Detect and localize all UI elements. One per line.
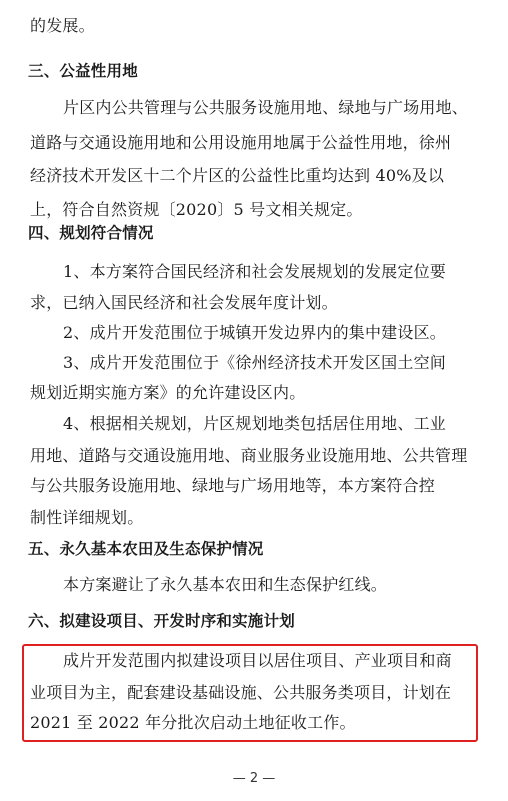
section-6-para-line: 业项目为主，配套建设基础设施、公共服务类项目，计划在 bbox=[30, 683, 452, 702]
intro-line: 的发展。 bbox=[30, 16, 95, 35]
section-4-heading: 四、规划符合情况 bbox=[28, 224, 154, 242]
section-4-item-4-line: 用地、道路与交通设施用地、商业服务业设施用地、公共管理 bbox=[30, 446, 468, 465]
section-4-item-4-line: 与公共服务设施用地、绿地与广场用地等，本方案符合控 bbox=[30, 476, 436, 495]
section-5-heading: 五、永久基本农田及生态保护情况 bbox=[28, 540, 264, 558]
section-5-para-line: 本方案避让了永久基本农田和生态保护红线。 bbox=[63, 575, 388, 594]
section-6-para-line: 2021 至 2022 年分批次启动土地征收工作。 bbox=[30, 713, 356, 732]
section-6-para-line: 成片开发范围内拟建设项目以居住项目、产业项目和商 bbox=[63, 651, 452, 670]
section-4-item-3-line: 规划近期实施方案》的允许建设区内。 bbox=[30, 383, 306, 402]
section-4-item-4-line: 4、根据相关规划，片区规划地类包括居住用地、工业 bbox=[63, 414, 446, 433]
section-3-para-line: 道路与交通设施用地和公用设施用地属于公益性用地，徐州 bbox=[30, 133, 452, 152]
section-6-heading: 六、拟建设项目、开发时序和实施计划 bbox=[28, 612, 295, 630]
section-4-item-1-line: 求，已纳入国民经济和社会发展年度计划。 bbox=[30, 293, 338, 312]
section-3-para-line: 片区内公共管理与公共服务设施用地、绿地与广场用地、 bbox=[63, 98, 469, 117]
section-4-item-2-line: 2、成片开发范围位于城镇开发边界内的集中建设区。 bbox=[63, 323, 446, 342]
section-3-heading: 三、公益性用地 bbox=[28, 62, 138, 80]
section-4-item-1-line: 1、本方案符合国民经济和社会发展规划的发展定位要 bbox=[63, 262, 446, 281]
section-4-item-3-line: 3、成片开发范围位于《徐州经济技术开发区国土空间 bbox=[63, 353, 446, 372]
page-number: — 2 — bbox=[232, 771, 276, 786]
section-4-item-4-line: 制性详细规划。 bbox=[30, 508, 144, 527]
section-3-para-line: 上，符合自然资规〔2020〕5 号文相关规定。 bbox=[30, 200, 363, 219]
section-3-para-line: 经济技术开发区十二个片区的公益性比重均达到 40%及以 bbox=[30, 166, 445, 185]
